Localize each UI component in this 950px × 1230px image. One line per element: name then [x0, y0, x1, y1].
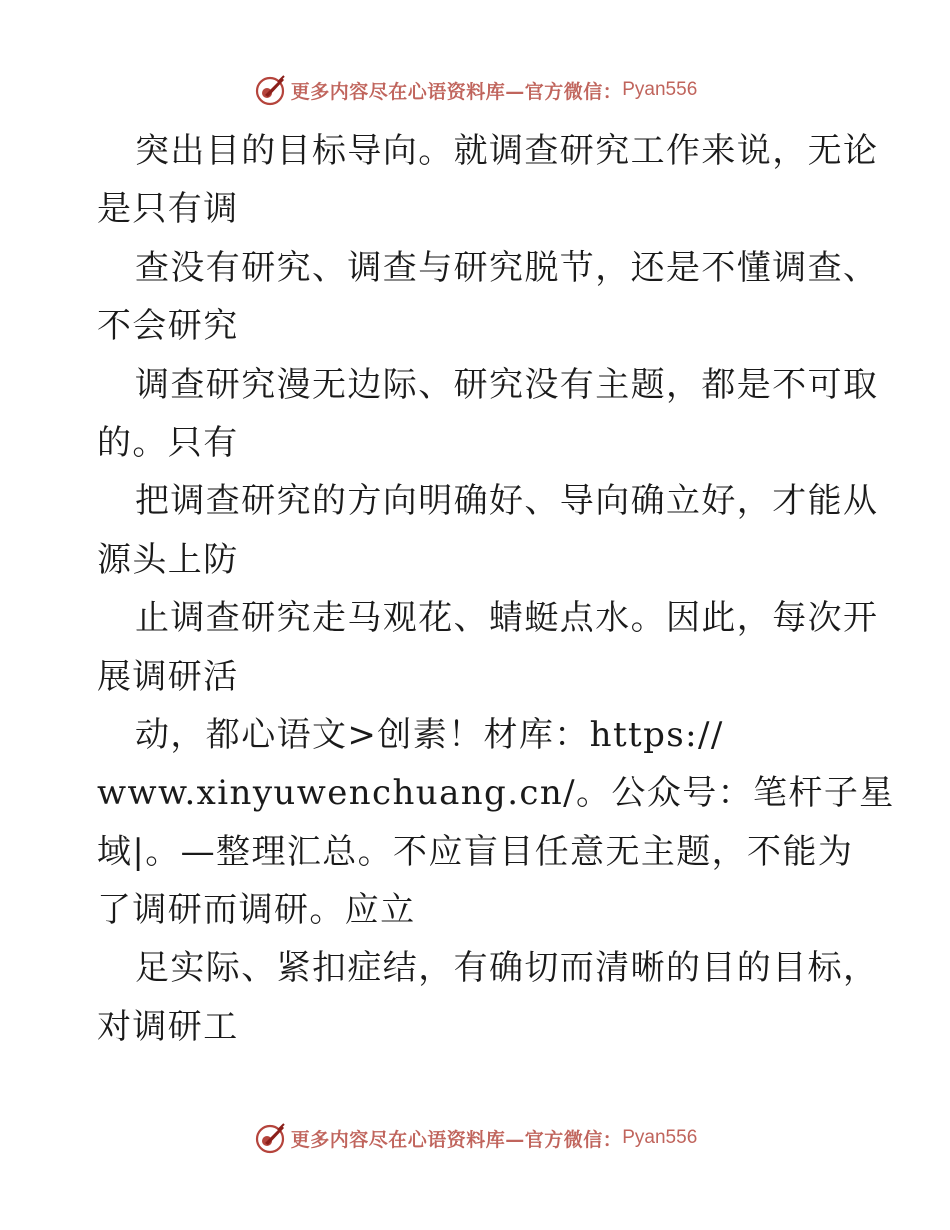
header-text: 更多内容尽在心语资料库—官方微信： [290, 80, 623, 103]
text-line: 是只有调 [97, 189, 239, 230]
footer-wechat-id: Pyan556 [622, 1127, 698, 1148]
header-wechat-id: Pyan556 [622, 79, 698, 100]
text-line: 展调研活 [97, 656, 239, 697]
text-line: 突出目的目标导向。就调查研究工作来说，无论 [135, 131, 879, 171]
text-line: 查没有研究、调查与研究脱节，还是不懂调查、 [135, 247, 879, 288]
quill-circle-icon [253, 73, 287, 107]
text-line: 动，都心语文>创素！材库：https:// [135, 714, 724, 755]
text-line: 源头上防 [97, 539, 239, 580]
text-line: 对调研工 [97, 1006, 239, 1047]
text-line: 调查研究漫无边际、研究没有主题，都是不可取 [135, 364, 879, 405]
text-line: 止调查研究走马观花、蜻蜓点水。因此，每次开 [135, 598, 879, 639]
text-line: 的。只有 [97, 422, 239, 463]
document-body [97, 122, 897, 1056]
footer-banner [0, 1118, 950, 1158]
text-line: 把调查研究的方向明确好、导向确立好，才能从 [135, 481, 879, 522]
quill-circle-icon [253, 1121, 287, 1155]
text-line: 足实际、紧扣症结，有确切而清晰的目的目标， [135, 948, 879, 989]
header-banner [0, 70, 950, 110]
footer-text: 更多内容尽在心语资料库—官方微信： [290, 1128, 623, 1151]
text-line: 不会研究 [97, 306, 239, 347]
text-line: www.xinyuwenchuang.cn/。公众号：笔杆子星 [97, 773, 895, 814]
text-line: 域|。—整理汇总。不应盲目任意无主题，不能为 [97, 831, 854, 872]
text-line: 了调研而调研。应立 [97, 890, 416, 931]
